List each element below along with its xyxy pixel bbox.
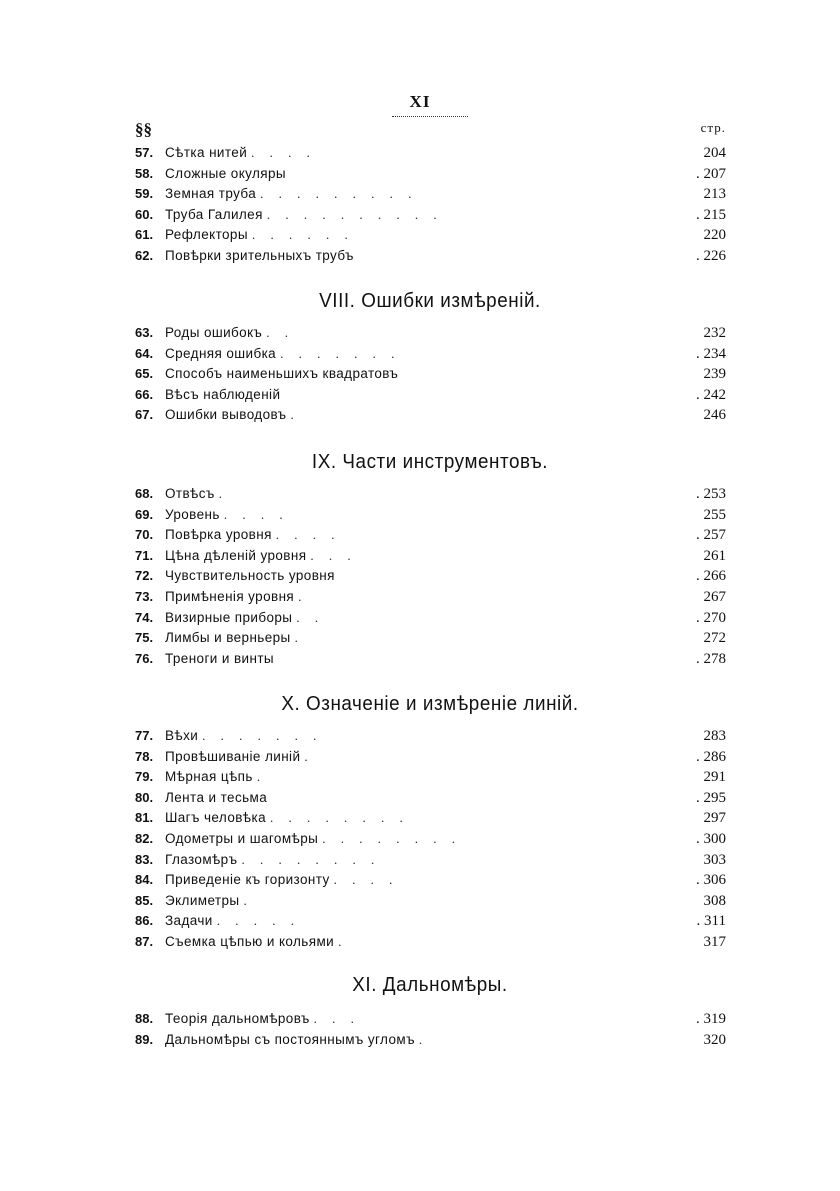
- entry-title: Ошибки выводовъ: [165, 407, 287, 423]
- toc-entry: [135, 872, 726, 893]
- entry-number: 83.: [135, 851, 154, 867]
- entry-page: 297: [703, 810, 726, 827]
- entry-leader: . . . .: [251, 145, 316, 160]
- entry-leader: . . . .: [275, 527, 341, 543]
- toc-group-2: [135, 325, 726, 428]
- entry-page: 261: [703, 547, 726, 564]
- entry-title: Съемка цѣпью и кольями: [165, 933, 335, 949]
- entry-title: Повѣрка уровня: [165, 527, 272, 543]
- entry-page: 213: [703, 186, 726, 203]
- entry-number: 74.: [135, 609, 154, 625]
- toc-entry: [135, 248, 726, 269]
- entry-page: 272: [703, 630, 726, 647]
- entry-leader: . . . .: [223, 506, 289, 522]
- entry-leader: . . . . . . .: [280, 345, 401, 361]
- entry-title: Повѣрки зрительныхъ трубъ: [165, 247, 354, 263]
- entry-leader: . . . . . .: [251, 227, 354, 243]
- entry-number: 58.: [135, 165, 154, 181]
- toc-entry: [135, 366, 726, 387]
- entry-page: . 215: [696, 206, 726, 223]
- entry-title: Провѣшиваніе линій: [165, 748, 301, 764]
- toc-group-3: [135, 486, 726, 671]
- entry-number: 77.: [135, 728, 154, 743]
- toc-entry: [135, 1032, 726, 1053]
- section-heading: X. Означеніе и измѣреніе линій.: [281, 692, 579, 715]
- entry-page: . 234: [696, 345, 726, 362]
- entry-title: Сложные окуляры: [165, 165, 287, 181]
- entry-number: 81.: [135, 810, 154, 826]
- entry-title: Дальномѣры съ постояннымъ угломъ: [165, 1031, 415, 1047]
- entry-title: Глазомѣръ: [165, 851, 238, 867]
- toc-group-5: [135, 1011, 726, 1052]
- entry-title: Средняя ошибка: [165, 345, 277, 361]
- section-heading: VIII. Ошибки измѣреній.: [319, 289, 541, 312]
- entry-leader: . .: [266, 325, 294, 340]
- entry-number: 67.: [135, 407, 154, 423]
- entry-leader: .: [256, 769, 267, 785]
- toc-entry: [135, 527, 726, 548]
- entry-page: . 207: [696, 165, 726, 182]
- entry-page: 246: [703, 407, 726, 424]
- entry-leader: .: [304, 748, 314, 764]
- toc-entry: [135, 610, 726, 631]
- entry-page: . 319: [696, 1011, 726, 1027]
- entry-page: . 300: [696, 830, 726, 847]
- entry-page: . 242: [696, 386, 726, 403]
- entry-number: 59.: [135, 186, 154, 202]
- toc-entry: [135, 145, 726, 166]
- entry-title: Роды ошибокъ: [165, 325, 263, 340]
- toc-entry: [135, 1011, 726, 1032]
- entry-page: . 226: [696, 247, 726, 264]
- toc-entry: [135, 852, 726, 873]
- entry-title: Мѣрная цѣпь: [165, 769, 253, 785]
- entry-number: 65.: [135, 366, 154, 382]
- toc-entry: [135, 769, 726, 790]
- entry-number: 86.: [135, 913, 154, 929]
- entry-leader: . . . . . . . .: [241, 851, 381, 867]
- toc-entry: [135, 831, 726, 852]
- entry-leader: . . .: [310, 547, 357, 563]
- entry-title: Отвѣсъ: [165, 486, 215, 501]
- entry-leader: .: [243, 892, 253, 908]
- toc-entry: [135, 568, 726, 589]
- toc-entry: [135, 810, 726, 831]
- entry-number: 78.: [135, 748, 154, 764]
- entry-title: Уровень: [165, 506, 220, 522]
- entry-title: Эклиметры: [165, 892, 240, 908]
- toc-entry: [135, 913, 726, 934]
- entry-page: 267: [703, 588, 726, 605]
- entry-title: Лимбы и верньеры: [165, 630, 291, 646]
- entry-title: Сѣтка нитей: [165, 145, 248, 160]
- toc-entry: [135, 346, 726, 367]
- entry-leader: .: [338, 933, 348, 949]
- entry-page: . 311: [696, 913, 726, 930]
- entry-page: 303: [703, 851, 726, 868]
- entry-leader: . . . . .: [216, 913, 300, 929]
- toc-entry: [135, 325, 726, 346]
- entry-title: Теорія дальномѣровъ: [165, 1011, 310, 1026]
- entry-leader: .: [294, 630, 304, 646]
- entry-number: 64.: [135, 345, 154, 361]
- entry-title: Шагъ человѣка: [165, 810, 266, 826]
- toc-entry: [135, 651, 726, 672]
- toc-entry: [135, 486, 726, 507]
- entry-number: 63.: [135, 325, 154, 340]
- entry-number: 80.: [135, 789, 154, 805]
- entry-number: 61.: [135, 227, 154, 243]
- page-column-label: стр.: [700, 120, 726, 135]
- toc-entry: [135, 893, 726, 914]
- entry-leader: . .: [296, 609, 325, 625]
- entry-leader: .: [218, 486, 228, 501]
- entry-page: . 266: [696, 568, 726, 585]
- entry-leader: .: [290, 407, 300, 423]
- entry-title: Визирные приборы: [165, 609, 293, 625]
- header-dotted-rule: [392, 116, 468, 117]
- toc-entry: [135, 387, 726, 408]
- entry-leader: . . . . . . . . . .: [266, 206, 443, 222]
- entry-number: 57.: [135, 145, 154, 160]
- toc-entry: [135, 934, 726, 955]
- entry-page: 239: [703, 366, 726, 383]
- entry-leader: . . . . . . . .: [269, 810, 409, 826]
- entry-page: . 306: [696, 872, 726, 889]
- entry-page: . 286: [696, 748, 726, 765]
- entry-page: . 270: [696, 609, 726, 626]
- section-heading: XI. Дальномѣры.: [352, 973, 508, 996]
- entry-number: 60.: [135, 206, 154, 222]
- page-number-roman: XI: [409, 92, 431, 111]
- toc-entry: [135, 589, 726, 610]
- toc-entry: [135, 507, 726, 528]
- entry-title: Задачи: [165, 913, 213, 929]
- entry-leader: . . . . . . . .: [322, 830, 461, 846]
- entry-page: . 278: [696, 650, 726, 667]
- entry-number: 82.: [135, 830, 154, 846]
- entry-number: 71.: [135, 547, 154, 563]
- entry-title: Способъ наименьшихъ квадратовъ: [165, 366, 399, 382]
- entry-number: 84.: [135, 872, 154, 888]
- entry-number: 72.: [135, 568, 154, 584]
- entry-title: Чувствительность уровня: [165, 568, 335, 584]
- entry-leader: . . . .: [333, 872, 399, 888]
- entry-page: 232: [703, 325, 726, 341]
- toc-entry: [135, 227, 726, 248]
- entry-number: 76.: [135, 650, 154, 666]
- entry-title: Примѣненія уровня: [165, 588, 295, 604]
- toc-group-4: [135, 728, 726, 955]
- entry-title: Одометры и шагомѣры: [165, 830, 319, 846]
- entry-page: . 295: [696, 789, 726, 806]
- entry-title: Приведеніе къ горизонту: [165, 872, 330, 888]
- toc-entry: [135, 630, 726, 651]
- entry-leader: . . . . . . . . .: [260, 186, 418, 202]
- entry-number: 88.: [135, 1011, 154, 1026]
- toc-entry: [135, 166, 726, 187]
- entry-title: Вѣсъ наблюденій: [165, 386, 281, 402]
- toc-entry: [135, 548, 726, 569]
- toc-entry: [135, 749, 726, 770]
- entry-page: 220: [703, 227, 726, 244]
- entry-page: 308: [703, 892, 726, 909]
- entry-title: Лента и тесьма: [165, 789, 268, 805]
- toc-group-1: [135, 145, 726, 269]
- entry-number: 62.: [135, 247, 154, 263]
- entry-page: . 253: [696, 486, 726, 502]
- entry-leader: .: [418, 1031, 429, 1047]
- entry-page: 320: [703, 1031, 726, 1048]
- entry-title: Вѣхи: [165, 728, 199, 743]
- entry-page: 291: [703, 769, 726, 786]
- entry-number: 79.: [135, 769, 154, 785]
- entry-number: 66.: [135, 386, 154, 402]
- entry-title: Треноги и винты: [165, 650, 275, 666]
- entry-leader: . . .: [313, 1011, 360, 1026]
- entry-page: 283: [703, 728, 726, 744]
- entry-page: . 257: [696, 527, 726, 544]
- entry-number: 87.: [135, 933, 154, 949]
- entry-page: 255: [703, 506, 726, 523]
- entry-leader: .: [298, 588, 308, 604]
- entry-number: 68.: [135, 486, 154, 501]
- toc-entry: [135, 407, 726, 428]
- entry-number: 75.: [135, 630, 154, 646]
- entry-number: 70.: [135, 527, 154, 543]
- entry-page: 317: [703, 933, 726, 950]
- entry-title: Рефлекторы: [165, 227, 248, 243]
- entry-page: 204: [703, 145, 726, 161]
- section-column-label: §§: [135, 120, 152, 139]
- entry-number: 69.: [135, 506, 154, 522]
- toc-entry: [135, 207, 726, 228]
- entry-number: 85.: [135, 892, 154, 908]
- entry-leader: . . . . . . .: [202, 728, 323, 743]
- toc-entry: [135, 790, 726, 811]
- entry-number: 89.: [135, 1031, 154, 1047]
- entry-title: Труба Галилея: [165, 206, 263, 222]
- entry-title: Земная труба: [165, 186, 257, 202]
- toc-entry: [135, 186, 726, 207]
- entry-number: 73.: [135, 588, 154, 604]
- toc-entry: [135, 728, 726, 749]
- entry-title: Цѣна дѣленій уровня: [165, 547, 307, 563]
- section-heading: IX. Части инструментовъ.: [311, 450, 549, 473]
